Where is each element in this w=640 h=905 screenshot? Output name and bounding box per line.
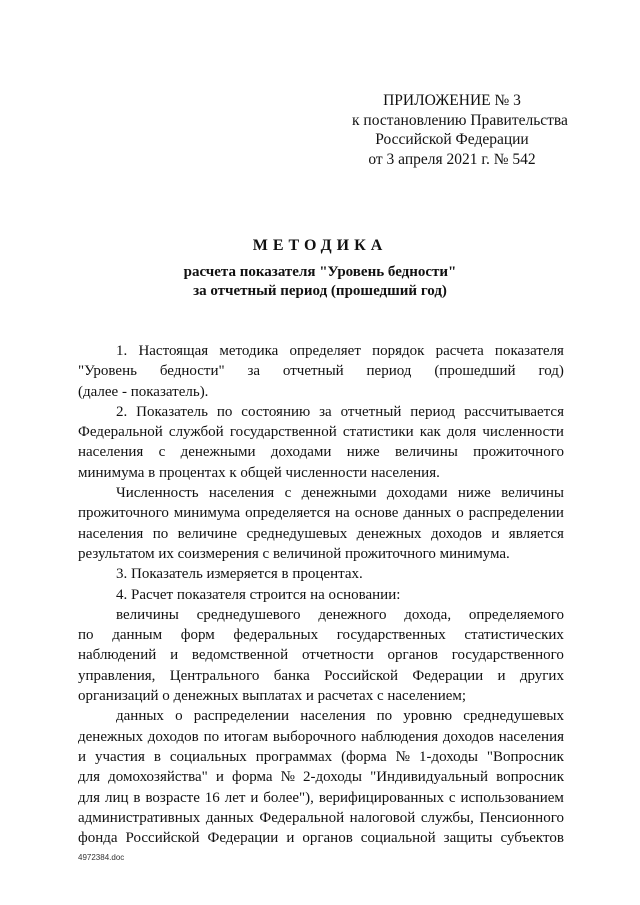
word: итогам xyxy=(223,728,269,745)
paragraph-2-line-2 xyxy=(78,422,564,442)
word: государственных xyxy=(336,627,446,644)
word: дохода, xyxy=(404,606,452,623)
word: верифицированных xyxy=(318,789,444,806)
word: отчетный xyxy=(340,403,402,420)
word: ведомственной xyxy=(191,647,289,664)
paragraph-7-line-6 xyxy=(78,808,564,828)
word: ниже xyxy=(346,444,380,461)
document-subtitle xyxy=(0,263,640,301)
paragraph-7-line-5 xyxy=(78,788,564,808)
word: и xyxy=(491,525,500,542)
word: доля xyxy=(446,424,477,441)
paragraph-1-line-1 xyxy=(78,341,564,361)
word: состоянию xyxy=(241,403,311,420)
word: возрасте xyxy=(145,789,200,806)
word: величины xyxy=(394,444,458,461)
word: показателя xyxy=(494,343,564,359)
paragraph-6-line-1 xyxy=(78,605,564,625)
word: как xyxy=(419,424,441,441)
word: форм xyxy=(180,627,215,644)
word: прожиточного xyxy=(78,505,169,522)
word: для xyxy=(78,789,101,806)
word: с xyxy=(448,789,456,806)
word: органов xyxy=(302,830,353,847)
word: лиц xyxy=(104,789,129,806)
word: уровню xyxy=(403,708,453,725)
word: домохозяйства" xyxy=(108,769,208,786)
paragraph-6-line-3 xyxy=(78,645,564,665)
paragraph-6-line-5: организаций о денежных выплатах и расчетах с населением; xyxy=(78,688,467,705)
word: денежного xyxy=(318,606,387,623)
word: других xyxy=(519,667,564,684)
word: минимума xyxy=(173,505,241,522)
word: 2-доходы xyxy=(303,769,362,786)
word: субъектов xyxy=(500,830,564,847)
word: распределении xyxy=(193,708,290,725)
paragraph-3-line-4: результатом их соизмерения с величиной прожиточного минимума. xyxy=(78,545,510,562)
word: Российской xyxy=(324,667,399,684)
word: и xyxy=(78,748,87,765)
word: "Индивидуальный xyxy=(370,769,489,786)
word: данных xyxy=(403,505,452,522)
word: статистических xyxy=(464,627,564,644)
word: денежными xyxy=(301,485,377,502)
paragraph-2-line-1 xyxy=(78,402,564,422)
word: период xyxy=(410,403,456,420)
word: распределении xyxy=(468,505,564,522)
word: доходами xyxy=(386,485,448,502)
word: Пенсионного xyxy=(479,809,564,826)
word: численности xyxy=(482,424,564,441)
word: в xyxy=(153,748,161,765)
word: среднедушевого xyxy=(196,606,301,623)
word: Центрального xyxy=(169,667,260,684)
word: доходов xyxy=(442,728,494,745)
paragraph-6-line-2 xyxy=(78,625,564,645)
word: федеральных xyxy=(233,627,319,644)
word: населения xyxy=(498,728,564,745)
word: Федерации xyxy=(207,830,279,847)
appendix-number: ПРИЛОЖЕНИЕ № 3 xyxy=(383,92,521,109)
word: за xyxy=(247,363,261,380)
word: ниже xyxy=(457,485,491,502)
word: данным xyxy=(112,627,163,644)
subtitle-line-1: расчета показателя "Уровень бедности" xyxy=(183,264,457,280)
paragraph-1-line-3: (далее - показатель). xyxy=(78,383,209,400)
word: 2. xyxy=(116,403,128,420)
paragraph-3-line-1 xyxy=(78,483,564,503)
word: доходов xyxy=(147,728,199,745)
paragraph-7-line-2 xyxy=(78,727,564,747)
word: Федерации xyxy=(412,667,484,684)
paragraph-7-line-4 xyxy=(78,767,564,787)
word: величины xyxy=(501,485,564,502)
word: отчетный xyxy=(282,363,344,380)
word: 1. xyxy=(116,343,128,359)
paragraph-2-line-3 xyxy=(78,442,564,462)
file-code: 4972384.doc xyxy=(78,853,125,862)
word: государственной xyxy=(229,424,337,441)
document-body xyxy=(78,341,564,848)
word: налоговой xyxy=(349,809,416,826)
word: Настоящая xyxy=(138,343,209,359)
word: среднедушевых xyxy=(463,708,564,725)
word: рассчитывается xyxy=(464,403,564,420)
paragraph-7-line-3 xyxy=(78,747,564,767)
word: порядок xyxy=(372,343,425,359)
word: по xyxy=(203,728,220,745)
word: расчета xyxy=(435,343,484,359)
paragraph-7-line-7 xyxy=(78,828,564,848)
word: по xyxy=(216,403,233,420)
word: для xyxy=(78,769,101,786)
word: и xyxy=(170,647,179,664)
paragraph-7-line-1 xyxy=(78,706,564,726)
word: прожиточного xyxy=(473,444,564,461)
word: денежными xyxy=(180,444,256,461)
word: основе xyxy=(354,505,399,522)
word: форма xyxy=(231,769,273,786)
paragraph-1-line-2 xyxy=(78,361,564,381)
word: населения xyxy=(208,485,275,502)
word: статистики xyxy=(342,424,414,441)
word: бедности" xyxy=(159,363,225,380)
word: населения xyxy=(78,444,144,461)
word: участия xyxy=(95,748,145,765)
word: по xyxy=(78,627,94,644)
word: защиты xyxy=(443,830,493,847)
word: 16 xyxy=(204,789,220,806)
word: с xyxy=(284,485,292,502)
word: определяемого xyxy=(468,606,564,623)
paragraph-3-line-3 xyxy=(78,524,564,544)
word: данных xyxy=(205,809,254,826)
word: Российской xyxy=(125,830,200,847)
word: период xyxy=(366,363,412,380)
word: на xyxy=(335,505,350,522)
word: вопросник xyxy=(496,769,564,786)
word: населения xyxy=(78,525,144,542)
word: управления, xyxy=(78,667,156,684)
word: Федеральной xyxy=(259,809,345,826)
word: Федеральной xyxy=(78,424,163,441)
word: Численность xyxy=(116,485,199,502)
word: определяется xyxy=(245,505,331,522)
word: величине xyxy=(177,525,238,542)
word: отчетности xyxy=(301,647,374,664)
word: органов xyxy=(387,647,438,664)
word: и xyxy=(215,769,224,786)
paragraph-4-line-1: 3. Показатель измеряется в процентах. xyxy=(116,566,363,583)
word: государственного xyxy=(451,647,564,664)
word: среднедушевых xyxy=(246,525,348,542)
word: определяет xyxy=(289,343,361,359)
word: денежных xyxy=(356,525,422,542)
word: банка xyxy=(273,667,310,684)
word: населения xyxy=(300,708,366,725)
word: данных xyxy=(116,708,164,725)
word: и xyxy=(497,667,506,684)
appendix-government-line: Российской Федерации xyxy=(375,131,529,148)
subtitle-line-2: за отчетный период (прошедший год) xyxy=(193,283,447,299)
appendix-date-number: от 3 апреля 2021 г. № 542 xyxy=(368,150,536,168)
word: использованием xyxy=(460,789,564,806)
word: наблюдения xyxy=(360,728,439,745)
word: год) xyxy=(538,363,564,380)
word: и xyxy=(286,830,295,847)
word: фонда xyxy=(78,830,118,847)
word: выборочного xyxy=(272,728,357,745)
word: более"), xyxy=(263,789,314,806)
word: наблюдений xyxy=(78,647,157,664)
word: о xyxy=(456,505,464,522)
word: лет xyxy=(224,789,246,806)
word: службой xyxy=(168,424,224,441)
word: (форма xyxy=(341,748,387,765)
word: величины xyxy=(116,606,179,623)
paragraph-2-line-4: минимума в процентах к общей численности населения. xyxy=(78,464,440,481)
word: административных xyxy=(78,809,201,826)
word: доходов xyxy=(430,525,482,542)
word: "Вопросник xyxy=(486,748,564,765)
word: социальной xyxy=(360,830,436,847)
word: по xyxy=(152,525,169,542)
paragraph-3-line-2 xyxy=(78,503,564,523)
word: 1-доходы xyxy=(418,748,478,765)
word: программах xyxy=(255,748,333,765)
word: о xyxy=(175,708,183,725)
word: Показатель xyxy=(136,403,208,420)
word: доходами xyxy=(270,444,332,461)
word: и xyxy=(250,789,259,806)
word: с xyxy=(158,444,166,461)
word: в xyxy=(133,789,141,806)
word: службы, xyxy=(420,809,474,826)
appendix-resolution-line: к постановлению Правительства xyxy=(352,111,568,129)
word: методика xyxy=(219,343,279,359)
appendix-header xyxy=(352,91,568,169)
word: № xyxy=(395,748,410,765)
document-title: МЕТОДИКА xyxy=(252,237,388,254)
word: за xyxy=(319,403,332,420)
paragraph-6-line-4 xyxy=(78,666,564,686)
word: по xyxy=(376,708,393,725)
word: № xyxy=(280,769,295,786)
word: социальных xyxy=(169,748,247,765)
paragraph-5-line-1: 4. Расчет показателя строится на основании: xyxy=(116,586,401,603)
word: (прошедший xyxy=(434,363,516,380)
word: является xyxy=(508,525,564,542)
word: "Уровень xyxy=(78,363,137,380)
word: денежных xyxy=(78,728,143,745)
